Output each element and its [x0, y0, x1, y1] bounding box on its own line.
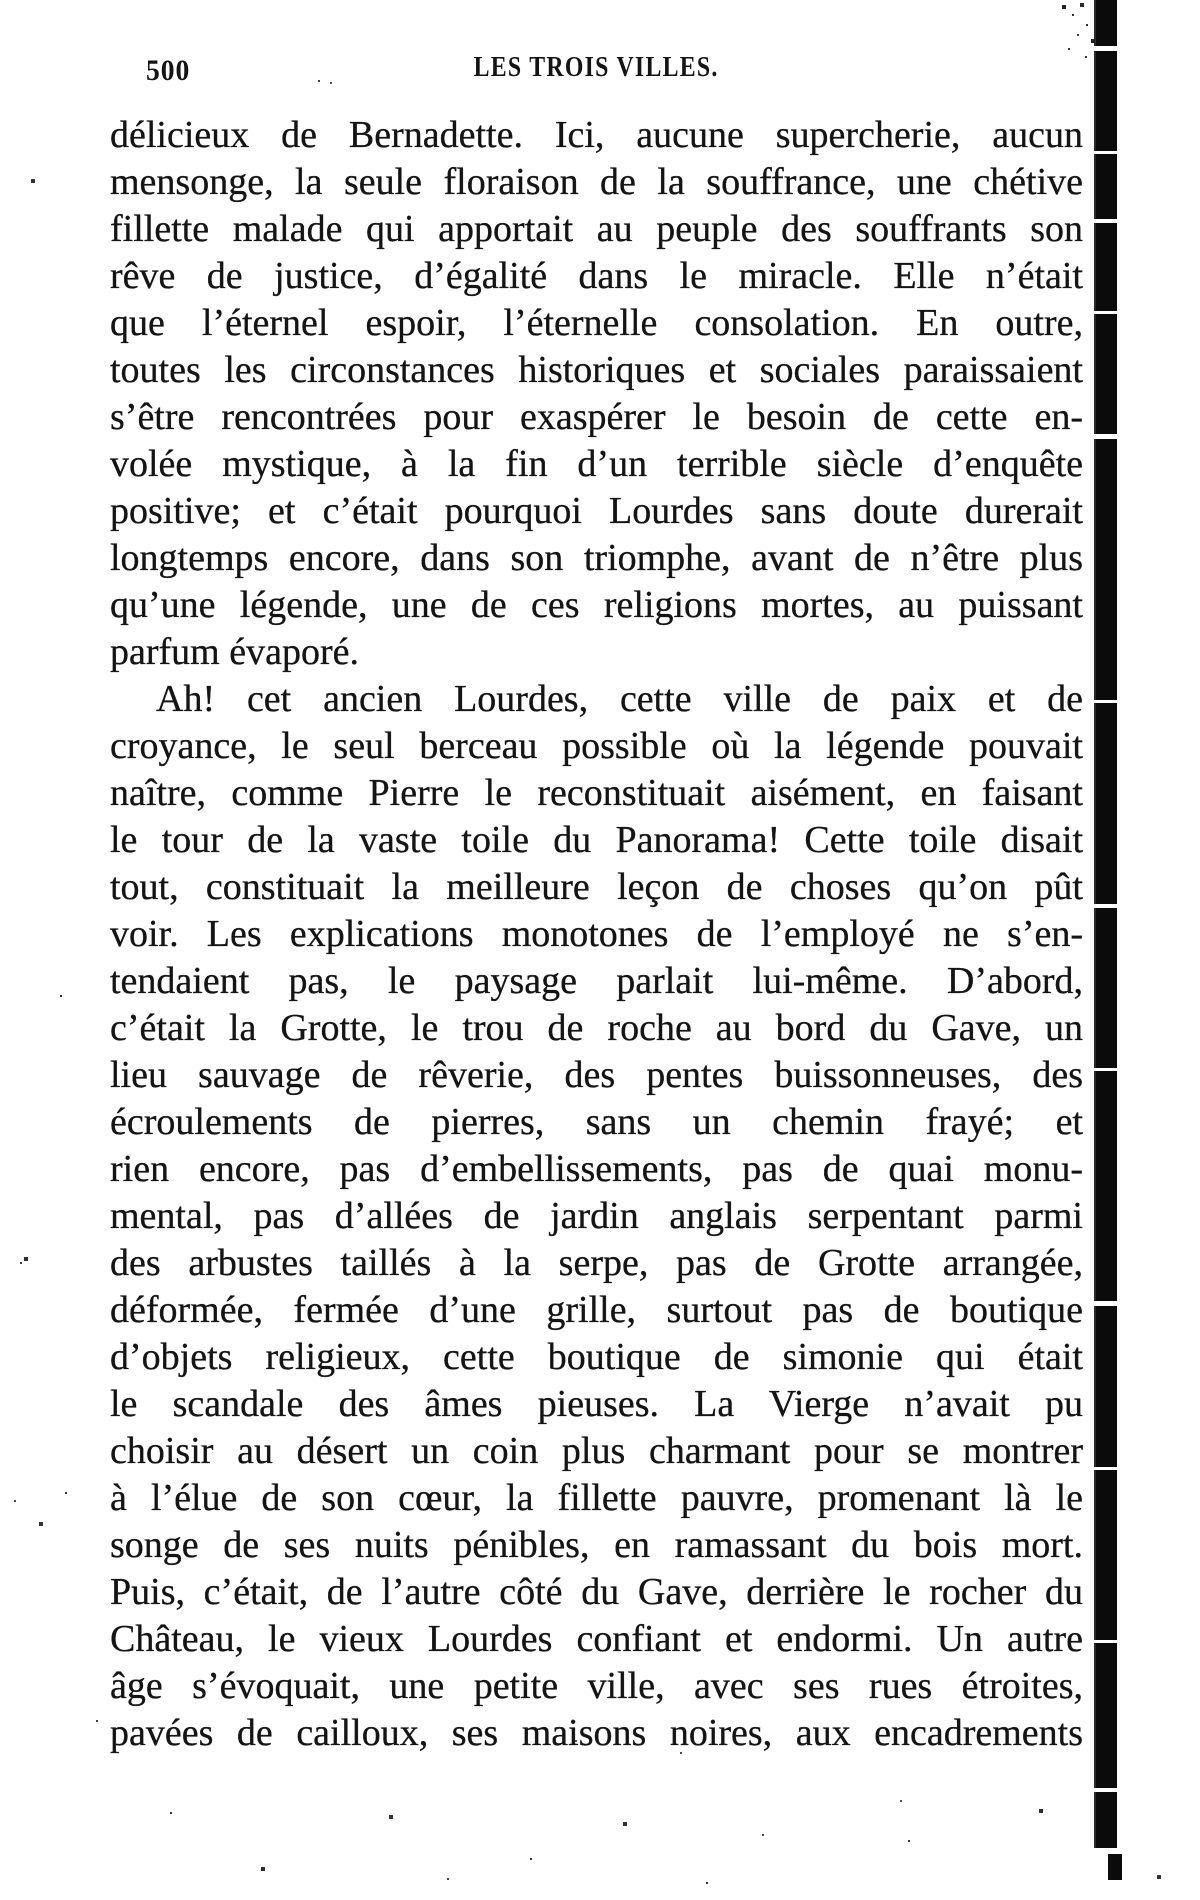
text-line: le scandale des âmes pieuses. La Vierge n’avait pu	[110, 1383, 1083, 1425]
text-line: déformée, fermée d’une grille, surtout pas de boutique	[110, 1289, 1083, 1331]
text-line: tout, constituait la meilleure leçon de choses qu’on pût	[110, 866, 1083, 908]
text-line: longtemps encore, dans son triomphe, avant de n’être plus	[110, 537, 1083, 579]
text-line: naître, comme Pierre le reconstituait aisément, en faisant	[110, 772, 1083, 814]
scan-gutter-shadow-end	[1108, 1854, 1122, 1880]
scan-gutter-shadow	[1094, 0, 1117, 1848]
running-title-wrap	[110, 52, 1083, 84]
text-line: croyance, le seul berceau possible où la légende pouvait	[110, 725, 1083, 767]
text-line: qu’une légende, une de ces religions mortes, au puissant	[110, 584, 1083, 626]
text-line: tendaient pas, le paysage parlait lui-même. D’abord,	[110, 960, 1083, 1002]
text-line: lieu sauvage de rêverie, des pentes buissonneuses, des	[110, 1054, 1083, 1096]
text-line: pavées de cailloux, ses maisons noires, aux encadrements	[110, 1712, 1083, 1754]
text-line: parfum évaporé.	[110, 631, 359, 673]
page-number: 500	[146, 54, 191, 87]
text-line: âge s’évoquait, une petite ville, avec ses rues étroites,	[110, 1665, 1083, 1707]
scan-noise-speckles	[0, 0, 2, 2]
text-line: s’être rencontrées pour exaspérer le besoin de cette en-	[110, 396, 1083, 438]
text-line: rien encore, pas d’embellissements, pas de quai monu-	[110, 1148, 1083, 1190]
text-line: choisir au désert un coin plus charmant pour se montrer	[110, 1430, 1083, 1472]
text-line: Ah! cet ancien Lourdes, cette ville de paix et de	[156, 678, 1083, 720]
text-line: délicieux de Bernadette. Ici, aucune supercherie, aucun	[110, 114, 1083, 156]
text-line: positive; et c’était pourquoi Lourdes sans doute durerait	[110, 490, 1083, 532]
text-line: rêve de justice, d’égalité dans le miracle. Elle n’était	[110, 255, 1083, 297]
text-line: des arbustes taillés à la serpe, pas de Grotte arrangée,	[110, 1242, 1083, 1284]
page-header	[110, 52, 1083, 92]
text-line: toutes les circonstances historiques et sociales paraissaient	[110, 349, 1083, 391]
text-line: c’était la Grotte, le trou de roche au bord du Gave, un	[110, 1007, 1083, 1049]
text-line: mental, pas d’allées de jardin anglais serpentant parmi	[110, 1195, 1083, 1237]
text-line: voir. Les explications monotones de l’employé ne s’en-	[110, 913, 1083, 955]
page-body-text	[110, 112, 1083, 1757]
text-line: fillette malade qui apportait au peuple des souffrants son	[110, 208, 1083, 250]
text-line: le tour de la vaste toile du Panorama! Cette toile disait	[110, 819, 1083, 861]
running-title: LES TROIS VILLES.	[473, 52, 720, 83]
text-line: écroulements de pierres, sans un chemin frayé; et	[110, 1101, 1083, 1143]
text-line: Puis, c’était, de l’autre côté du Gave, derrière le rocher du	[110, 1571, 1083, 1613]
text-line: que l’éternel espoir, l’éternelle consolation. En outre,	[110, 302, 1083, 344]
text-line: volée mystique, à la fin d’un terrible siècle d’enquête	[110, 443, 1083, 485]
text-line: d’objets religieux, cette boutique de simonie qui était	[110, 1336, 1083, 1378]
text-line: mensonge, la seule floraison de la souffrance, une chétive	[110, 161, 1083, 203]
text-line: Château, le vieux Lourdes confiant et endormi. Un autre	[110, 1618, 1083, 1660]
text-line: à l’élue de son cœur, la fillette pauvre, promenant là le	[110, 1477, 1083, 1519]
text-line: songe de ses nuits pénibles, en ramassant du bois mort.	[110, 1524, 1083, 1566]
